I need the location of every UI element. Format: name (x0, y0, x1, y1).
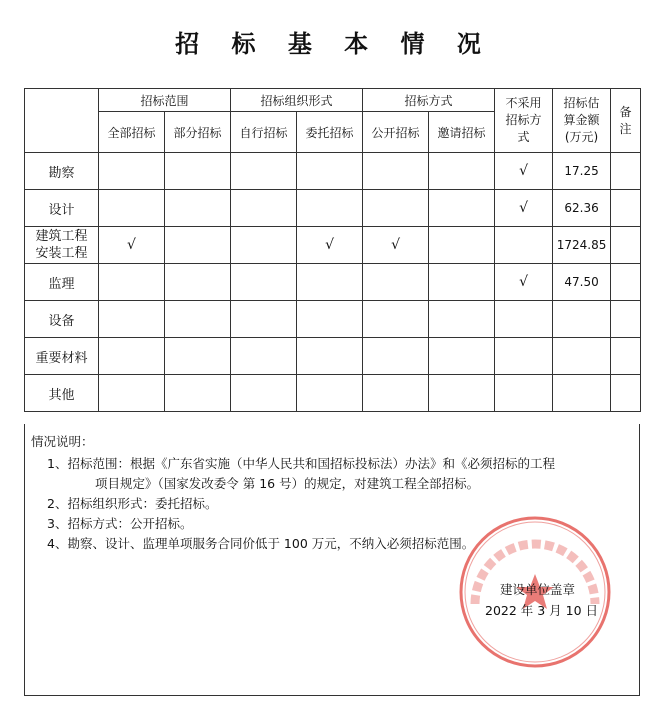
check-mark: √ (495, 264, 553, 301)
row-label: 设备 (25, 301, 99, 338)
note-item-2: 2、招标组织形式：委托招标。 (47, 496, 218, 511)
note-item-4: 4、勘察、设计、监理单项服务合同价低于 100 万元，不纳入必须招标范围。 (47, 536, 475, 551)
note-item-3: 3、招标方式：公开招标。 (47, 516, 193, 531)
amount-cell: 1724.85 (553, 227, 611, 264)
check-mark: √ (495, 190, 553, 227)
row-label: 重要材料 (25, 338, 99, 375)
header-scope-all: 全部招标 (99, 112, 165, 153)
amount-cell: 62.36 (553, 190, 611, 227)
amount-cell: 47.50 (553, 264, 611, 301)
header-blank (25, 89, 99, 153)
row-label: 建筑工程 安装工程 (25, 227, 99, 264)
table-row (25, 227, 641, 264)
page-title: 招 标 基 本 情 况 (175, 30, 493, 58)
header-method-open: 公开招标 (363, 112, 429, 153)
check-mark: √ (495, 153, 553, 190)
header-not-adopted: 不采用 招标方 式 (495, 89, 553, 153)
check-mark: √ (297, 227, 363, 264)
header-org-self: 自行招标 (231, 112, 297, 153)
note-item-1-line-2: 项目规定》（国家发改委令 第 16 号）的规定，对建筑工程全部招标。 (95, 476, 480, 491)
amount-cell: 17.25 (553, 153, 611, 190)
check-mark: √ (99, 227, 165, 264)
header-method-invite: 邀请招标 (429, 112, 495, 153)
table-row (25, 264, 641, 301)
row-label: 监理 (25, 264, 99, 301)
header-organization: 招标组织形式 (231, 89, 363, 112)
header-remark: 备 注 (611, 89, 641, 153)
header-scope: 招标范围 (99, 89, 231, 112)
notes-heading: 情况说明： (31, 434, 94, 449)
bidding-table (24, 88, 641, 412)
header-estimate: 招标估 算金额 (万元) (553, 89, 611, 153)
row-label: 其他 (25, 375, 99, 412)
row-label: 设计 (25, 190, 99, 227)
header-method: 招标方式 (363, 89, 495, 112)
table-row (25, 301, 641, 338)
table-row (25, 375, 641, 412)
signature-label: 建设单位盖章 (500, 582, 576, 597)
table-row (25, 338, 641, 375)
header-org-entrust: 委托招标 (297, 112, 363, 153)
table-row (25, 190, 641, 227)
table-row (25, 153, 641, 190)
note-item-1-line-1: 1、招标范围：根据《广东省实施（中华人民共和国招标投标法）办法》和《必须招标的工程 (47, 456, 555, 471)
row-label: 勘察 (25, 153, 99, 190)
signature-date: 2022 年 3 月 10 日 (485, 603, 599, 618)
check-mark: √ (363, 227, 429, 264)
header-scope-part: 部分招标 (165, 112, 231, 153)
